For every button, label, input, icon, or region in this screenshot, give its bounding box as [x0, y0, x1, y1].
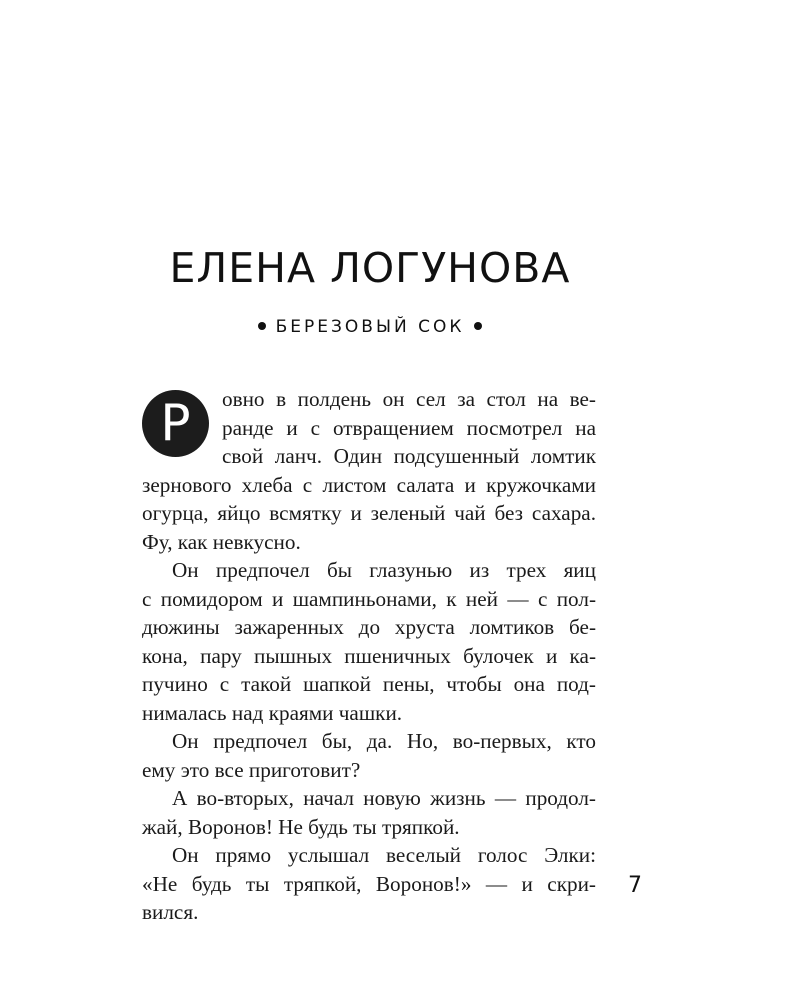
text-line: овно в полдень он сел за стол на ве-	[222, 387, 596, 411]
text-line: с помидором и шампиньонами, к ней — с пол-	[142, 586, 596, 611]
text-line: Фу, как невкусно.	[142, 529, 301, 554]
bullet-right-icon	[474, 322, 482, 330]
text-line: нималась над краями чашки.	[142, 700, 403, 725]
text-line: Он предпочел бы, да. Но, во-первых, кто	[172, 729, 596, 753]
text-line: жай, Воронов! Не будь ты тряпкой.	[142, 814, 460, 839]
text-line: зернового хлеба с листом салата и кружочками	[142, 472, 596, 497]
text-line: ему это все приготовит?	[142, 757, 361, 782]
text-line: огурца, яйцо всмятку и зеленый чай без сахара.	[142, 501, 596, 525]
bullet-left-icon	[258, 322, 266, 330]
text-line: ранде и с отвращением посмотрел на	[222, 415, 596, 440]
page-number: 7	[628, 873, 642, 898]
text-line: «Не будь ты тряпкой, Воронов!» — и скри-	[142, 871, 596, 896]
text-line: Он прямо услышал веселый голос Элки:	[172, 843, 596, 867]
text-line: вился.	[142, 900, 199, 924]
drop-cap: Р	[142, 390, 209, 457]
text-line: пучино с такой шапкой пены, чтобы она под-	[142, 672, 596, 696]
author-name: ЕЛЕНА ЛОГУНОВА	[169, 244, 571, 292]
text-line: Он предпочел бы глазунью из трех яиц	[172, 558, 596, 582]
text-line: кона, пару пышных пшеничных булочек и ка-	[142, 643, 596, 668]
story-title	[0, 317, 740, 337]
text-line: дюжины зажаренных до хруста ломтиков бе-	[142, 615, 596, 639]
text-line: А во-вторых, начал новую жизнь — продол-	[172, 786, 596, 810]
story-title-text: БЕРЕЗОВЫЙ СОК	[275, 317, 465, 337]
story-body	[142, 385, 596, 927]
text-line: свой ланч. Один подсушенный ломтик	[222, 444, 596, 468]
